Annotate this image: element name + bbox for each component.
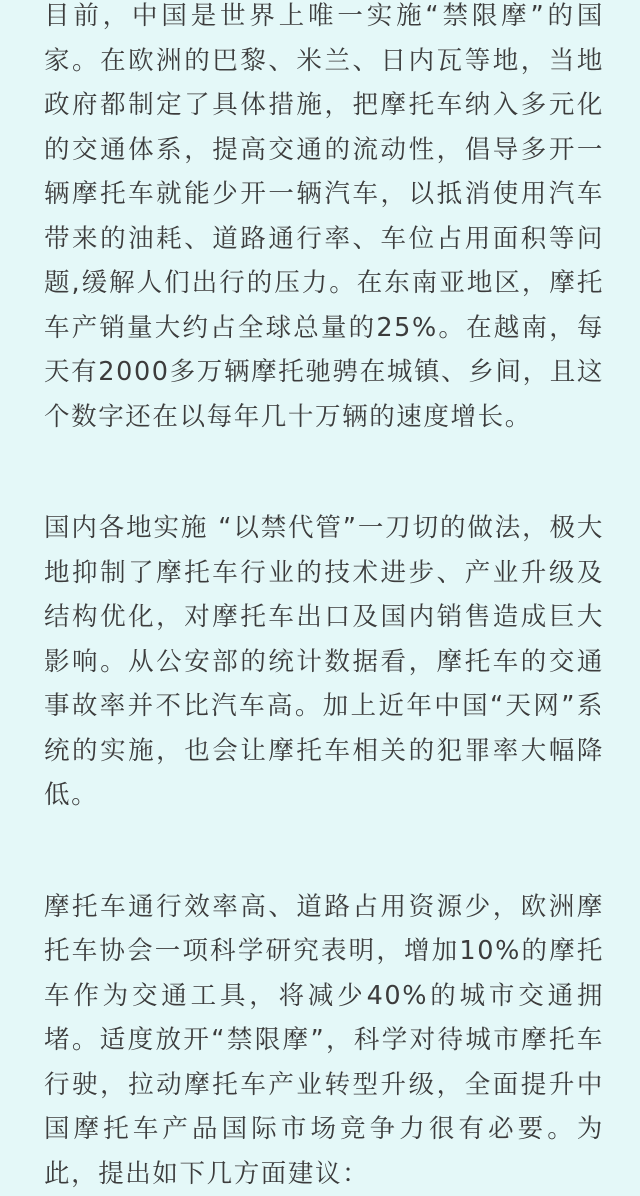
paragraph-3: 摩托车通行效率高、道路占用资源少，欧洲摩托车协会一项科学研究表明，增加10%的摩托车作为交通工具，将减少40%的城市交通拥堵。适度放开“禁限摩”，科学对待城市摩托车行驶，拉动摩托车产业转型升级，全面提升中国摩托车产品国际市场竞争力很有必要。为此，提出如下几方面建议： xyxy=(44,885,604,1196)
paragraph-1: 目前，中国是世界上唯一实施“禁限摩”的国家。在欧洲的巴黎、米兰、日内瓦等地，当地政府都制定了具体措施，把摩托车纳入多元化的交通体系，提高交通的流动性，倡导多开一辆摩托车就能少开一辆汽车，以抵消使用汽车带来的油耗、道路通行率、车位占用面积等问题,缓解人们出行的压力。在东南亚地区，摩托车产销量大约占全球总量的25%。在越南，每天有2000多万辆摩托驰骋在城镇、乡间，且这个数字还在以每年几十万辆的速度增长。 xyxy=(44,0,604,439)
paragraph-2: 国内各地实施 “以禁代管”一刀切的做法，极大地抑制了摩托车行业的技术进步、产业升级及结构优化，对摩托车出口及国内销售造成巨大影响。从公安部的统计数据看，摩托车的交通事故率并不比汽车高。加上近年中国“天网”系统的实施，也会让摩托车相关的犯罪率大幅降低。 xyxy=(44,506,604,818)
